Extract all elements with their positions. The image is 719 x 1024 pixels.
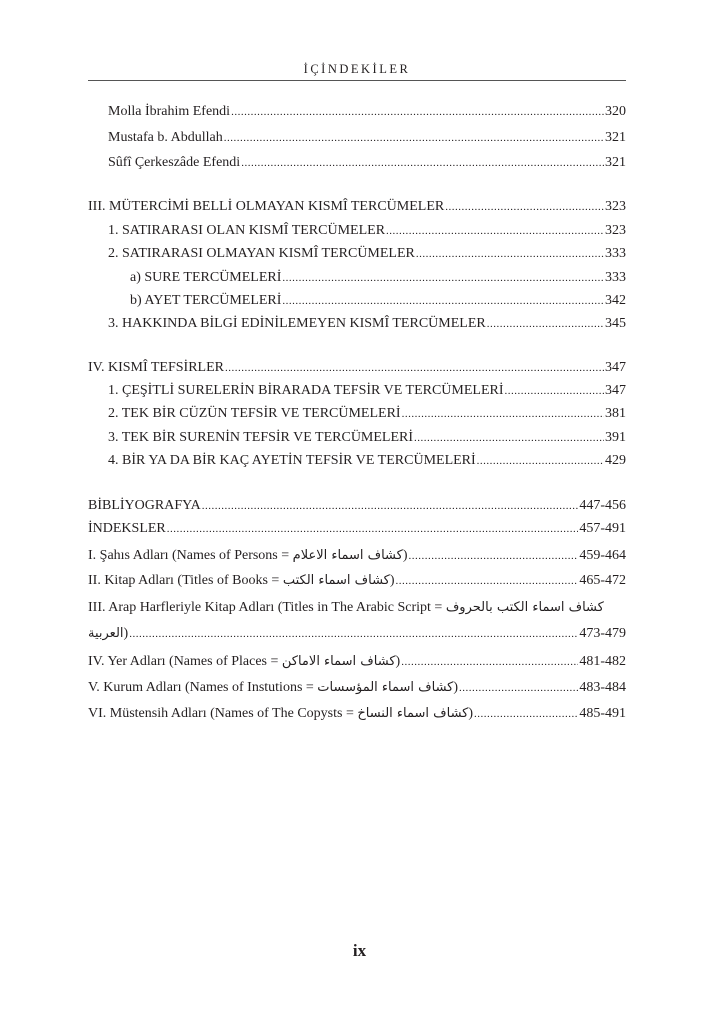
leader-dots	[409, 547, 579, 565]
leader-dots	[386, 222, 604, 240]
toc-entry[interactable]	[88, 653, 626, 671]
toc-entry[interactable]	[108, 382, 626, 400]
leader-dots	[474, 705, 578, 723]
toc-entry-page: 347	[605, 383, 626, 398]
toc-entry[interactable]	[88, 198, 626, 216]
leader-dots	[445, 198, 604, 216]
arabic-term: كشاف اسماء الكتب	[282, 573, 390, 588]
toc-entry-title: 1. SATIRARASI OLAN KISMÎ TERCÜMELER	[108, 223, 386, 238]
toc-entry-title: Molla İbrahim Efendi	[108, 104, 231, 119]
toc-entry-page: 483-484	[579, 680, 626, 695]
toc-entry-page: 333	[605, 270, 626, 285]
toc-entry-title: 3. HAKKINDA BİLGİ EDİNİLEMEYEN KISMÎ TERCÜMELER	[108, 316, 486, 331]
toc-entry-title: IV. KISMÎ TEFSİRLER	[88, 360, 225, 375]
toc-entry-title: V. Kurum Adları (Names of Instutions = كشاف اسماء المؤسسات)	[88, 680, 459, 695]
toc-entry-first-line[interactable]	[88, 599, 626, 617]
toc-entry-page: 457-491	[579, 521, 626, 536]
toc-entry-title: I. Şahıs Adları (Names of Persons = كشاف اسماء الاعلام)	[88, 548, 408, 563]
leader-dots	[487, 315, 604, 333]
toc-entry-page: 342	[605, 293, 626, 308]
toc-entry-title: III. MÜTERCİMİ BELLİ OLMAYAN KISMÎ TERCÜMELER	[88, 199, 445, 214]
arabic-term: العربية	[88, 626, 124, 641]
toc-entry-title: 4. BİR YA DA BİR KAÇ AYETİN TEFSİR VE TERCÜMELERİ	[108, 453, 476, 468]
leader-dots	[477, 452, 604, 470]
leader-dots	[202, 497, 579, 515]
arabic-term: كشاف اسماء المؤسسات	[317, 680, 454, 695]
toc-entry-page: 485-491	[579, 706, 626, 721]
leader-dots	[402, 405, 604, 423]
toc-entry[interactable]	[108, 429, 626, 447]
toc-entry-title: BİBLİYOGRAFYA	[88, 498, 201, 513]
leader-dots	[167, 520, 579, 538]
leader-dots	[224, 129, 604, 147]
toc-entry-title: Mustafa b. Abdullah	[108, 130, 223, 145]
toc-entry[interactable]	[108, 405, 626, 423]
toc-entry[interactable]	[108, 245, 626, 263]
leader-dots	[396, 572, 579, 590]
toc-entry-page: 323	[605, 199, 626, 214]
toc-entry-title: b) AYET TERCÜMELERİ	[130, 293, 282, 308]
toc-entry-page: 481-482	[579, 654, 626, 669]
toc-entry[interactable]	[108, 129, 626, 147]
leader-dots	[231, 103, 604, 121]
toc-entry[interactable]	[88, 679, 626, 697]
toc-entry-page: 429	[605, 453, 626, 468]
toc-entry-title: a) SURE TERCÜMELERİ	[130, 270, 282, 285]
toc-entry[interactable]	[88, 359, 626, 377]
leader-dots	[416, 245, 604, 263]
toc-entry-title: 3. TEK BİR SURENİN TEFSİR VE TERCÜMELERİ	[108, 430, 414, 445]
toc-entry-page: 320	[605, 104, 626, 119]
toc-entry-page: 323	[605, 223, 626, 238]
toc-entry-page: 345	[605, 316, 626, 331]
toc-entry-title: 1. ÇEŞİTLİ SURELERİN BİRARADA TEFSİR VE TERCÜMELERİ	[108, 383, 504, 398]
toc-entry-title-continued: العربية)	[88, 626, 129, 641]
toc-entry[interactable]	[88, 625, 626, 643]
leader-dots	[225, 359, 604, 377]
toc-entry-page: 465-472	[579, 573, 626, 588]
toc-entry[interactable]	[130, 269, 626, 287]
toc-entry-page: 447-456	[579, 498, 626, 513]
arabic-term: كشاف اسماء الكتب بالحروف	[445, 600, 604, 615]
toc-entry[interactable]	[88, 520, 626, 538]
arabic-term: كشاف اسماء الاماكن	[281, 654, 396, 669]
toc-entry-title: İNDEKSLER	[88, 521, 166, 536]
toc-entry-title: 2. SATIRARASI OLMAYAN KISMÎ TERCÜMELER	[108, 246, 415, 261]
toc-entry-page: 321	[605, 155, 626, 170]
toc-entry[interactable]	[88, 497, 626, 515]
toc-entry[interactable]	[108, 103, 626, 121]
leader-dots	[129, 625, 578, 643]
toc-entry-title: 2. TEK BİR CÜZÜN TEFSİR VE TERCÜMELERİ	[108, 406, 401, 421]
toc-entry-page: 321	[605, 130, 626, 145]
page-number: ix	[352, 941, 367, 960]
toc-entry[interactable]	[88, 705, 626, 723]
toc-entry-title: III. Arap Harfleriyle Kitap Adları (Titles in The Arabic Script =	[88, 600, 446, 615]
header-rule	[88, 80, 626, 81]
leader-dots	[459, 679, 578, 697]
toc-entry-page: 333	[605, 246, 626, 261]
toc-entry-title: IV. Yer Adları (Names of Places = كشاف اسماء الاماكن)	[88, 654, 401, 669]
leader-dots	[282, 269, 604, 287]
toc-entry-title: Sûfî Çerkeszâde Efendi	[108, 155, 241, 170]
toc-entry[interactable]	[108, 452, 626, 470]
arabic-term: كشاف اسماء الاعلام	[292, 548, 403, 563]
running-header: İÇİNDEKİLER	[303, 62, 411, 76]
toc-entry[interactable]	[108, 315, 626, 333]
toc-entry-title: VI. Müstensih Adları (Names of The Copysts = كشاف اسماء النساخ)	[88, 706, 474, 721]
toc-entry[interactable]	[130, 292, 626, 310]
toc-entry-page: 391	[605, 430, 626, 445]
leader-dots	[414, 429, 604, 447]
toc-entry-page: 347	[605, 360, 626, 375]
toc-entry-page: 473-479	[579, 626, 626, 641]
toc-entry[interactable]	[108, 222, 626, 240]
toc-entry-page: 381	[605, 406, 626, 421]
leader-dots	[282, 292, 604, 310]
toc-entry[interactable]	[88, 572, 626, 590]
leader-dots	[505, 382, 604, 400]
toc-entry[interactable]	[108, 154, 626, 172]
leader-dots	[241, 154, 604, 172]
leader-dots	[401, 653, 578, 671]
toc-entry-page: 459-464	[579, 548, 626, 563]
toc-entry-title: II. Kitap Adları (Titles of Books = كشاف اسماء الكتب)	[88, 573, 395, 588]
arabic-term: كشاف اسماء النساخ	[357, 706, 469, 721]
toc-entry[interactable]	[88, 547, 626, 565]
